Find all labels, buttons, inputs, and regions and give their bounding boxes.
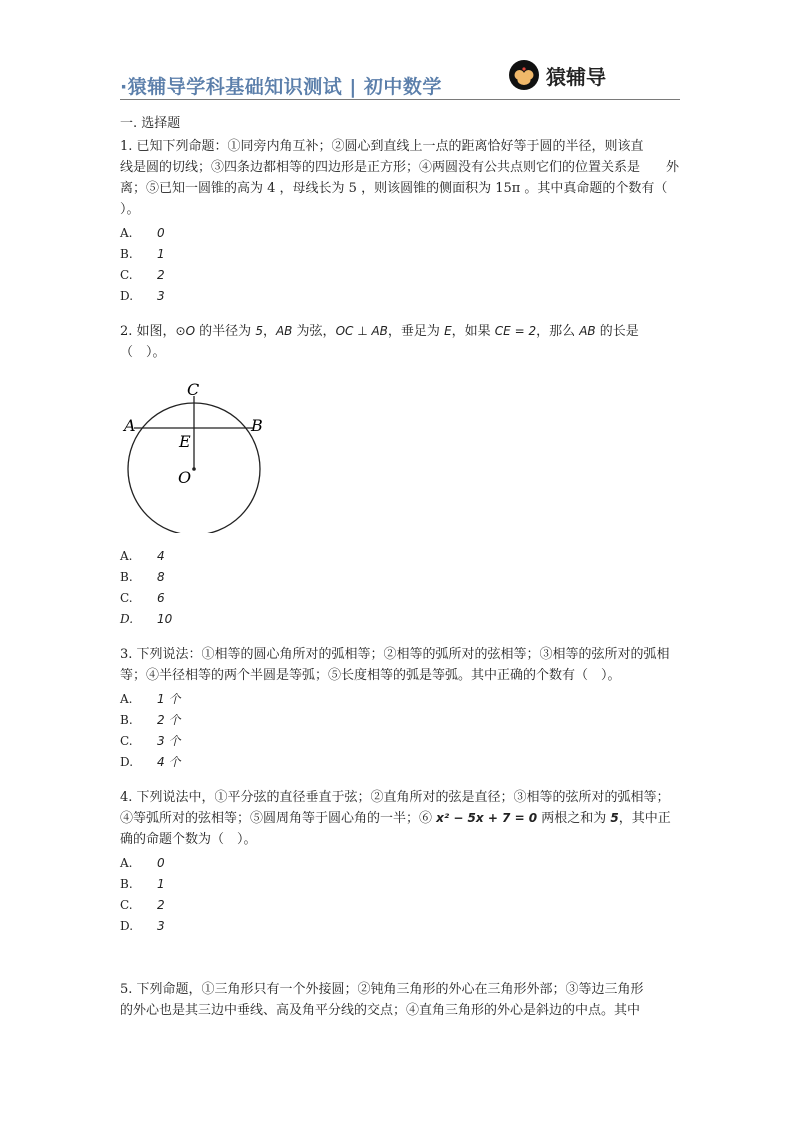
question-stem: 5. 下列命题，①三角形只有一个外接圆；②钝角三角形的外心在三角形外部；③等边三角形 的外心也是其三边中垂线、高及角平分线的交点；④直角三角形的外心是斜边的中点。其中 bbox=[120, 982, 670, 1018]
header-rule bbox=[120, 99, 680, 100]
option-d[interactable]: D. 3 bbox=[120, 919, 165, 933]
question-list bbox=[120, 114, 680, 1035]
label-o: O bbox=[178, 468, 192, 487]
option-b[interactable]: B. 1 bbox=[120, 247, 165, 261]
option-d[interactable]: D. 4 个 bbox=[120, 755, 181, 769]
option-b[interactable]: B. 1 bbox=[120, 877, 165, 891]
option-c[interactable]: C. 2 bbox=[120, 898, 165, 912]
option-a[interactable]: A. 0 bbox=[120, 226, 165, 240]
question-stem: 3. 下列说法：①相等的圆心角所对的弧相等；②相等的弧所对的弦相等；③相等的弦所对的弧相等；④半径相等的两个半圆是等弧；⑤长度相等的弧是等弧。其中正确的个数有（ ）。 bbox=[120, 647, 670, 683]
option-d[interactable]: D. 10 bbox=[120, 612, 173, 626]
option-c[interactable]: C. 3 个 bbox=[120, 734, 181, 748]
option-d[interactable]: D. 3 bbox=[120, 289, 165, 303]
circle-figure bbox=[120, 373, 280, 533]
option-b[interactable]: B. 2 个 bbox=[120, 713, 181, 727]
document-title: ·猿辅导学科基础知识测试 | 初中数学 bbox=[120, 76, 442, 98]
label-e: E bbox=[179, 432, 191, 451]
question-5 bbox=[120, 979, 680, 1021]
label-b: B bbox=[251, 416, 263, 435]
question-3 bbox=[120, 644, 680, 773]
option-b[interactable]: B. 8 bbox=[120, 570, 165, 584]
question-4 bbox=[120, 787, 680, 937]
option-a[interactable]: A. 1 个 bbox=[120, 692, 181, 706]
logo-text: 猿辅导 bbox=[546, 64, 606, 89]
option-c[interactable]: C. 2 bbox=[120, 268, 165, 282]
option-list bbox=[120, 546, 680, 630]
option-a[interactable]: A. 4 bbox=[120, 549, 165, 563]
brand-logo bbox=[508, 58, 606, 92]
option-list bbox=[120, 689, 680, 773]
label-a: A bbox=[124, 416, 136, 435]
question-1 bbox=[120, 136, 680, 307]
option-c[interactable]: C. 6 bbox=[120, 591, 165, 605]
option-a[interactable]: A. 0 bbox=[120, 856, 165, 870]
question-stem: 2. 如图，⊙O 的半径为 5，AB 为弦，OC ⊥ AB，垂足为 E，如果 CE = 2，那么 AB 的长是（ ）。 bbox=[120, 324, 639, 360]
label-c: C bbox=[187, 380, 200, 399]
option-list bbox=[120, 223, 680, 307]
monkey-logo-icon bbox=[508, 59, 540, 91]
option-list bbox=[120, 853, 680, 937]
section-title: 一. 选择题 bbox=[120, 116, 181, 131]
question-stem: 1. 已知下列命题：①同旁内角互补；②圆心到直线上一点的距离恰好等于圆的半径，则该直 线是圆的切线；③四条边都相等的四边形是正方形；④两圆没有公共点则它们的位置关系是 外离；⑤已知一圆锥的高为 4 ，母线长为 5 ，则该圆锥的侧面积为 15π 。其中真命题的个数有（ ）。 bbox=[120, 139, 680, 217]
point-o bbox=[192, 467, 196, 471]
question-stem: 4. 下列说法中，①平分弦的直径垂直于弦；②直角所对的弦是直径；③相等的弦所对的弧相等；④等弧所对的弦相等；⑤圆周角等于圆心角的一半；⑥ x² − 5x + 7 = 0 两根之和为 5，其中正确的命题个数为（ ）。 bbox=[120, 790, 671, 847]
question-2 bbox=[120, 321, 680, 630]
